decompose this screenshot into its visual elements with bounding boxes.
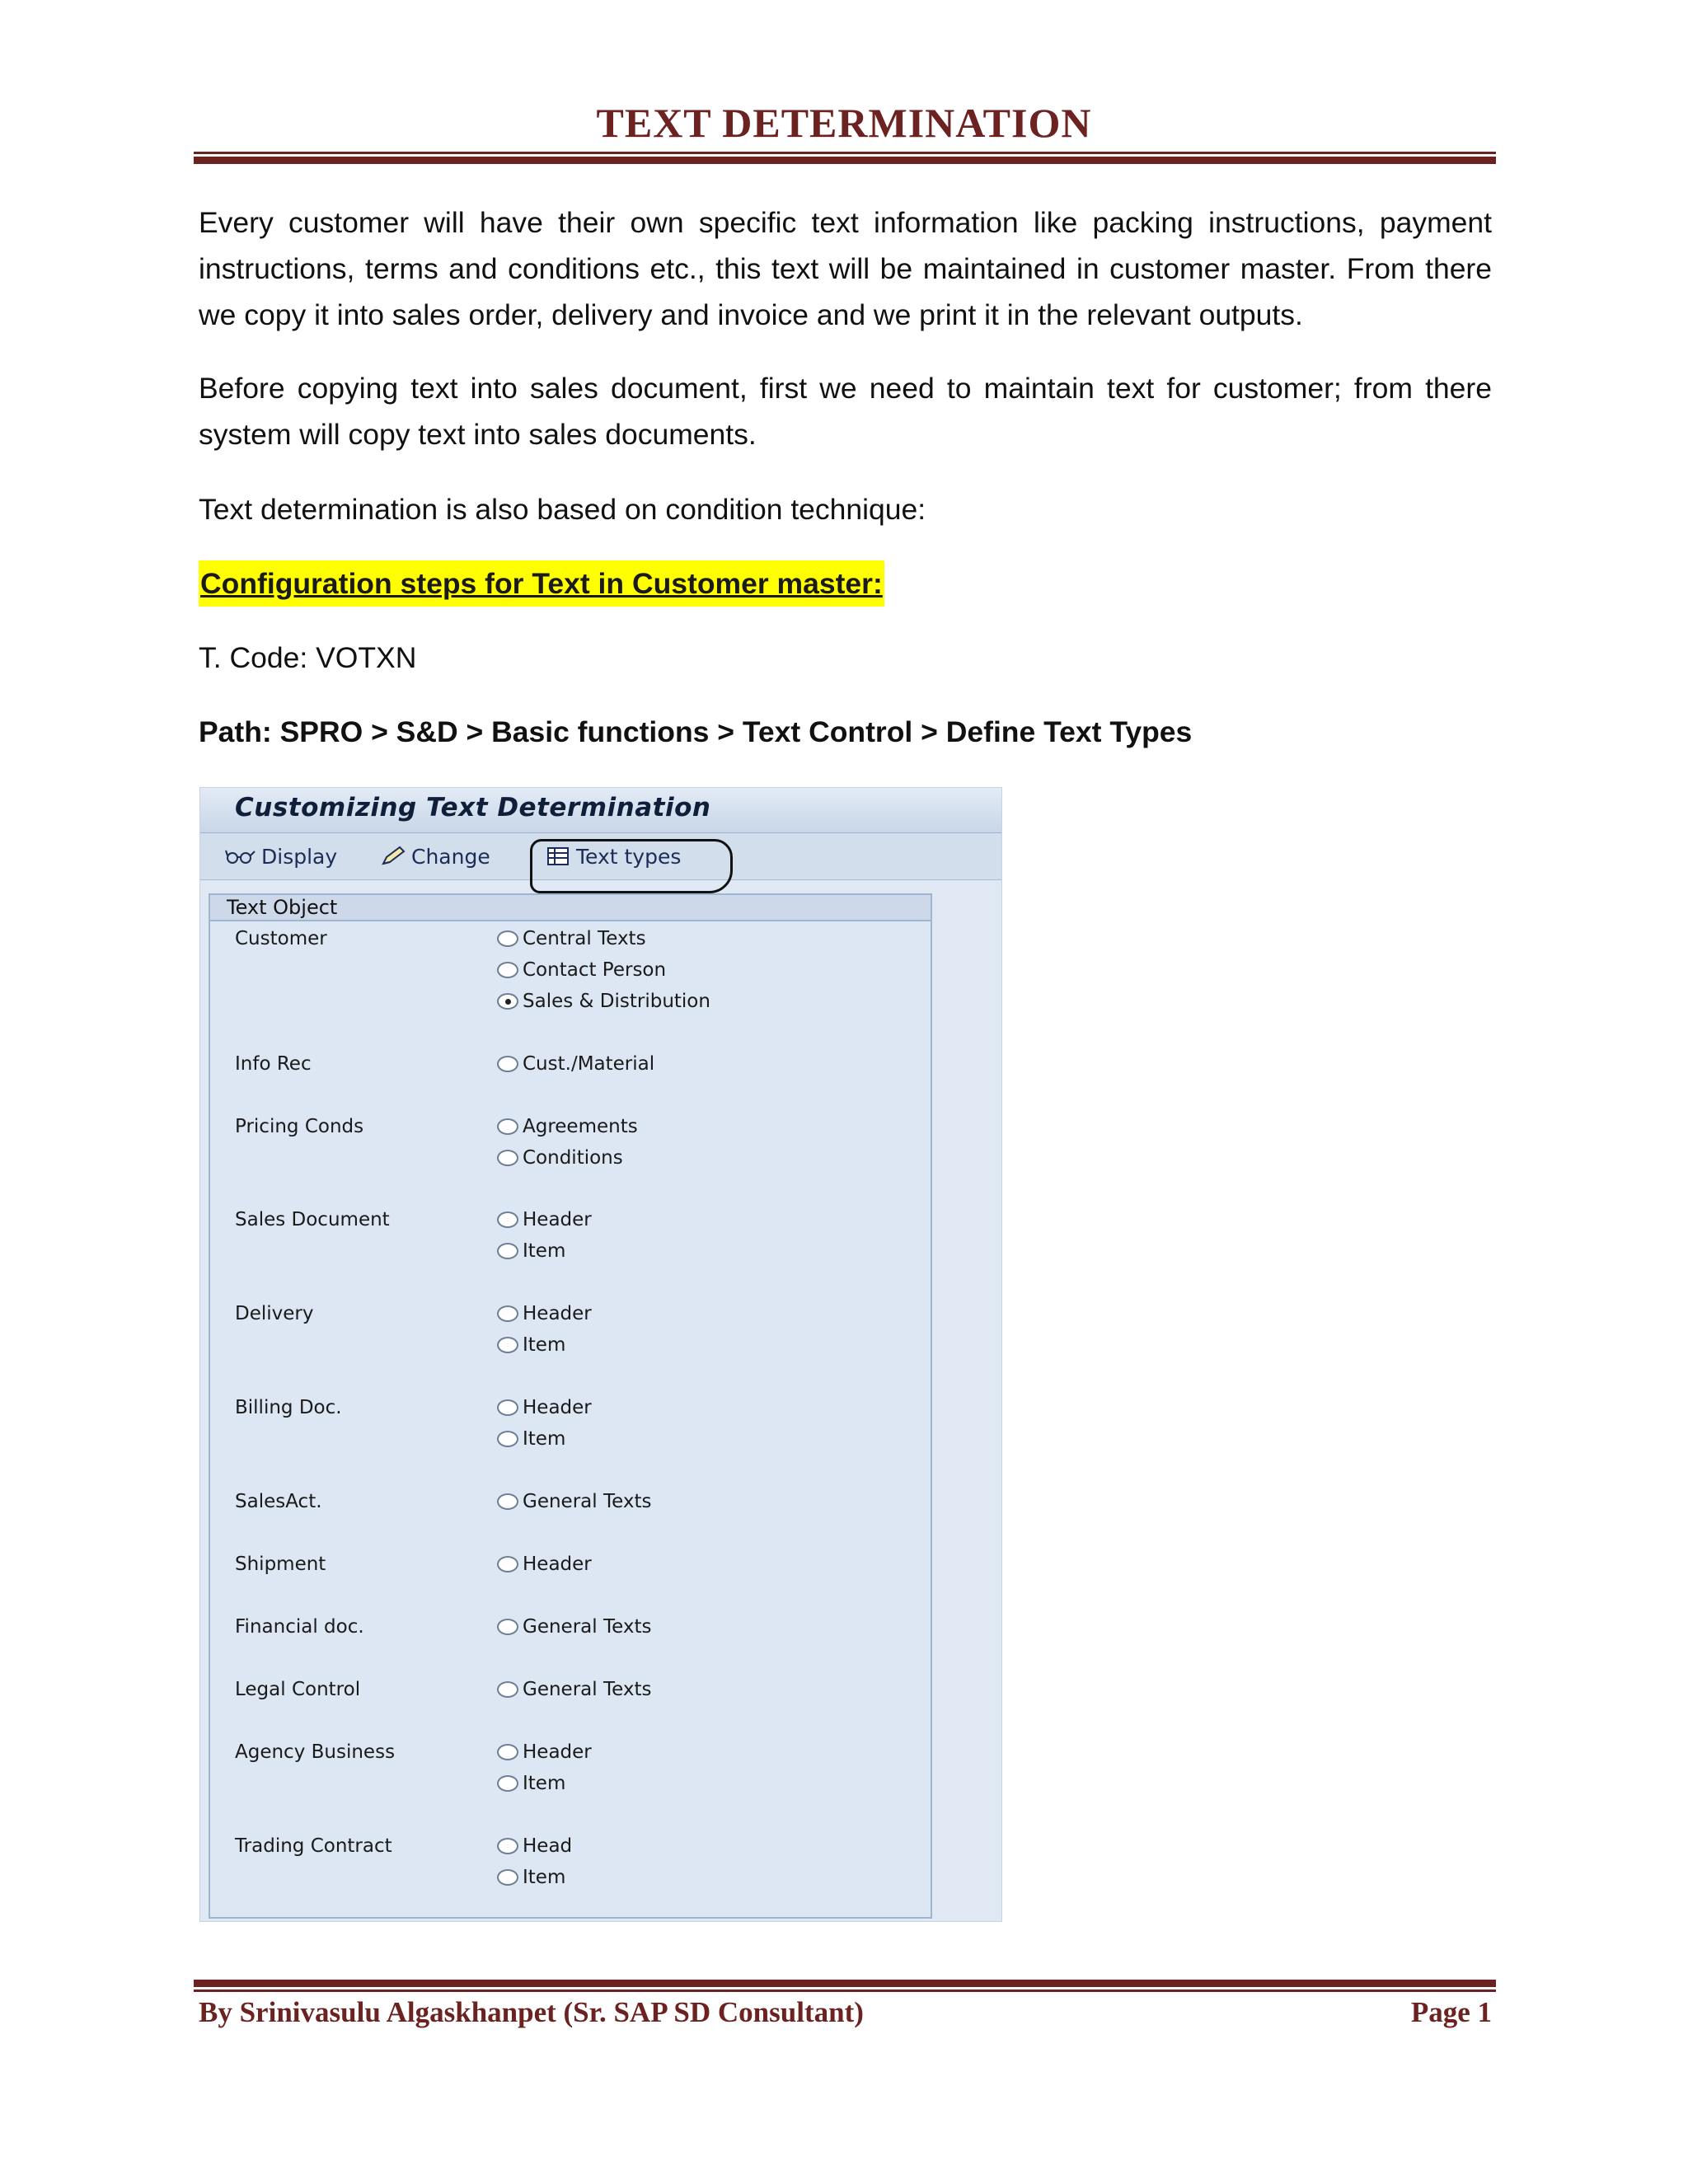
radio-shipment-header[interactable] [497, 1554, 592, 1575]
option-label: General Texts [523, 1491, 652, 1512]
sap-screen-title: Customizing Text Determination [235, 793, 711, 823]
group-label-agency-business: Agency Business [235, 1741, 396, 1763]
radio-button[interactable] [497, 1056, 518, 1072]
footer-rule-thin [194, 1990, 1496, 1992]
radio-button[interactable] [497, 1493, 518, 1510]
option-label: Header [523, 1303, 592, 1324]
display-label: Display [261, 844, 338, 869]
tcode-line: T. Code: VOTXN [199, 641, 417, 674]
frame-title: Text Object [227, 896, 338, 919]
radio-customer-contact-person[interactable] [497, 959, 666, 981]
option-label: Conditions [523, 1147, 623, 1169]
text-object-frame [209, 893, 932, 1919]
copy-paragraph: Before copying text into sales document, first we need to maintain text for customer; from there system will copy text into sales documents. [199, 372, 1492, 451]
radio-salesact-general-texts[interactable] [497, 1491, 651, 1512]
radio-button[interactable] [497, 1150, 518, 1166]
option-label: Header [523, 1741, 592, 1763]
option-label: Central Texts [523, 928, 646, 949]
option-label: Agreements [523, 1116, 638, 1137]
radio-button[interactable] [497, 1212, 518, 1228]
footer-author: By Srinivasulu Algaskhanpet (Sr. SAP SD Consultant) [199, 1996, 864, 2028]
change-button[interactable] [380, 833, 490, 879]
group-label-billing-doc: Billing Doc. [235, 1397, 342, 1418]
radio-legal-general-texts[interactable] [497, 1679, 651, 1700]
radio-button[interactable] [497, 1775, 518, 1792]
radio-button[interactable] [497, 1431, 518, 1447]
footer-page-number: Page 1 [1410, 1996, 1492, 2028]
option-label: Head [523, 1835, 573, 1857]
radio-button[interactable] [497, 1305, 518, 1322]
config-heading: Configuration steps for Text in Customer master: [199, 560, 884, 607]
option-label: Sales & Distribution [523, 991, 710, 1012]
radio-agency-header[interactable] [497, 1741, 592, 1763]
condition-paragraph: Text determination is also based on condition technique: [199, 493, 926, 526]
radio-button[interactable] [497, 1744, 518, 1760]
radio-button[interactable] [497, 930, 518, 947]
option-label: Item [523, 1240, 566, 1262]
change-label: Change [411, 844, 490, 869]
option-label: Item [523, 1867, 566, 1888]
radio-sales-doc-item[interactable] [497, 1240, 565, 1262]
radio-customer-central-texts[interactable] [497, 928, 646, 949]
glasses-icon [225, 847, 256, 865]
option-label: Contact Person [523, 959, 667, 981]
hand-drawn-circle [530, 839, 733, 893]
text-types-label: Text types [576, 844, 682, 869]
group-label-financial-doc: Financial doc. [235, 1616, 364, 1638]
radio-button[interactable] [497, 1869, 518, 1886]
radio-button[interactable] [497, 1681, 518, 1698]
sap-title-bar [200, 788, 1001, 833]
radio-button[interactable] [497, 962, 518, 978]
sap-screenshot [199, 787, 1002, 1922]
radio-pricing-agreements[interactable] [497, 1116, 638, 1137]
option-label: General Texts [523, 1616, 652, 1638]
group-label-delivery: Delivery [235, 1303, 314, 1324]
footer-rule-thick [194, 1980, 1496, 1987]
group-label-trading-contract: Trading Contract [235, 1835, 392, 1857]
option-label: Cust./Material [523, 1053, 655, 1075]
radio-billing-item[interactable] [497, 1428, 565, 1450]
header-rule-thick [194, 157, 1496, 164]
pencil-icon [380, 846, 406, 867]
intro-paragraph: Every customer will have their own specific text information like packing instructions, payment instructions, terms and conditions etc., this text will be maintained in customer master. From there we copy it into sales order, delivery and invoice and we print it in the relevant outputs. [199, 206, 1492, 331]
group-label-info-rec: Info Rec [235, 1053, 312, 1075]
radio-financial-general-texts[interactable] [497, 1616, 651, 1638]
radio-button-selected[interactable] [497, 993, 518, 1010]
radio-info-rec-cust-material[interactable] [497, 1053, 654, 1075]
radio-button[interactable] [497, 1838, 518, 1854]
radio-button[interactable] [497, 1619, 518, 1635]
option-label: Header [523, 1209, 592, 1230]
option-label: Item [523, 1334, 566, 1356]
radio-trading-item[interactable] [497, 1867, 565, 1888]
radio-button[interactable] [497, 1556, 518, 1572]
page-title: TEXT DETERMINATION [596, 100, 1092, 146]
radio-button[interactable] [497, 1337, 518, 1353]
radio-button[interactable] [497, 1243, 518, 1259]
radio-delivery-header[interactable] [497, 1303, 592, 1324]
option-label: Item [523, 1428, 566, 1450]
radio-pricing-conditions[interactable] [497, 1147, 623, 1169]
radio-button[interactable] [497, 1399, 518, 1416]
option-label: Header [523, 1554, 592, 1575]
frame-header [210, 895, 931, 921]
radio-delivery-item[interactable] [497, 1334, 565, 1356]
menu-path: Path: SPRO > S&D > Basic functions > Text Control > Define Text Types [199, 715, 1193, 748]
display-button[interactable] [225, 833, 337, 879]
radio-agency-item[interactable] [497, 1773, 565, 1794]
group-label-shipment: Shipment [235, 1554, 326, 1575]
group-label-pricing-conds: Pricing Conds [235, 1116, 364, 1137]
radio-customer-sales-distribution[interactable] [497, 991, 710, 1012]
header-rule-thin [194, 152, 1496, 154]
option-label: Item [523, 1773, 566, 1794]
group-label-sales-document: Sales Document [235, 1209, 390, 1230]
group-label-legal-control: Legal Control [235, 1679, 361, 1700]
radio-button[interactable] [497, 1118, 518, 1135]
group-label-salesact: SalesAct. [235, 1491, 322, 1512]
radio-trading-head[interactable] [497, 1835, 572, 1857]
radio-billing-header[interactable] [497, 1397, 592, 1418]
radio-sales-doc-header[interactable] [497, 1209, 592, 1230]
group-label-customer: Customer [235, 928, 327, 949]
option-label: General Texts [523, 1679, 652, 1700]
option-label: Header [523, 1397, 592, 1418]
